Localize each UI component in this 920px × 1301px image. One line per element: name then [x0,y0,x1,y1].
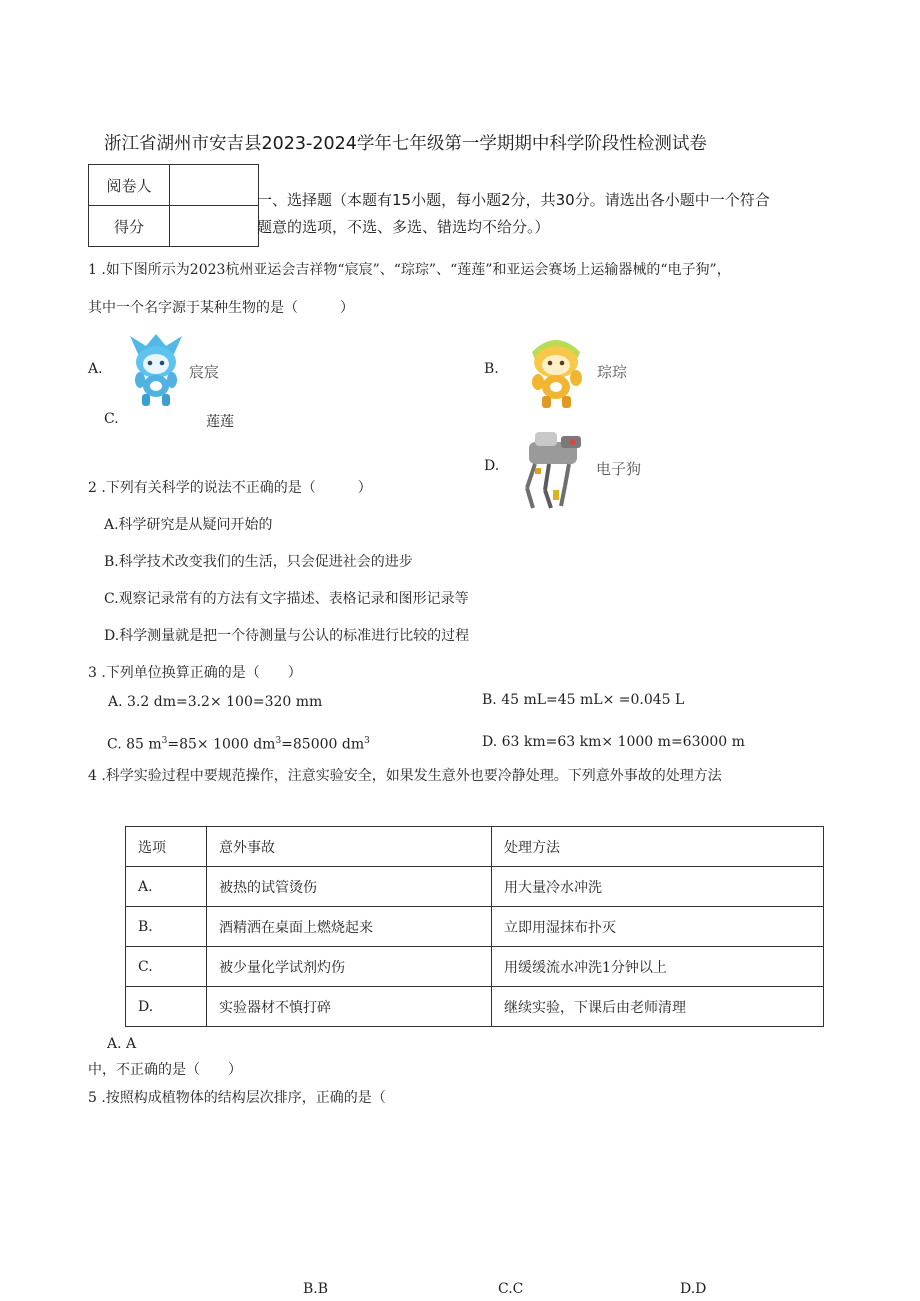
q3-option-a[interactable]: A. 3.2 dm=3.2× 100=320 mm [108,694,323,710]
q3-option-c-exp2: 3 [275,736,282,746]
reviewer-cell[interactable] [170,165,259,206]
table-cell: 酒精洒在桌面上燃烧起来 [207,907,492,947]
q1-option-a-name: 宸宸 [189,363,220,381]
table-cell: C. [126,947,207,987]
robot-dog-icon [515,428,591,512]
q2-option-d[interactable]: D.科学测量就是把一个待测量与公认的标准进行比较的过程 [104,628,470,644]
section-heading-line1: 一、选择题（本题有15小题，每小题2分，共30分。请选出各小题中一个符合 [257,191,770,209]
mascot-congcong-icon [520,332,592,410]
accident-table [125,826,824,1027]
table-cell: 用缓缓流水冲洗1分钟以上 [492,947,824,987]
q1-stem-line1: 1 .如下图所示为2023杭州亚运会吉祥物“宸宸”、“琮琮”、“莲莲”和亚运会赛场上运输器械的“电子狗”， [88,262,731,278]
score-cell[interactable] [170,206,259,247]
q4-option-a[interactable]: A. A [107,1036,137,1052]
q3-option-c-part1: C. 85 m [107,736,162,753]
score-table [88,164,259,247]
q1-stem-line2: 其中一个名字源于某种生物的是（ ） [88,300,354,316]
q1-option-a-letter[interactable]: A. [88,361,103,377]
table-row [126,947,824,987]
q5-stem: 5 .按照构成植物体的结构层次排序，正确的是（ [88,1090,386,1106]
table-cell: 被热的试管烫伤 [207,867,492,907]
table-cell: A. [126,867,207,907]
mascot-chenchen-icon [126,332,186,408]
q3-option-c-part2: =85× 1000 dm [167,736,276,753]
page-title: 浙江省湖州市安吉县2023-2024学年七年级第一学期期中科学阶段性检测试卷 [104,134,707,154]
table-header: 选项 [126,827,207,867]
q2-option-b[interactable]: B.科学技术改变我们的生活，只会促进社会的进步 [104,554,413,570]
q4-option-d[interactable]: D.D [680,1281,707,1297]
q1-option-b-letter[interactable]: B. [484,361,499,377]
section-heading-line2: 题意的选项，不选、多选、错选均不给分。） [257,218,550,236]
q4-stem: 4 .科学实验过程中要规范操作，注意实验安全，如果发生意外也要冷静处理。下列意外事故的处理方法 [88,768,722,784]
table-header-row [126,827,824,867]
q4-stem-tail: 中，不正确的是（ ） [88,1062,242,1078]
q3-option-c-part3: =85000 dm [281,736,365,753]
q3-option-d[interactable]: D. 63 km=63 km× 1000 m=63000 m [482,734,745,750]
q1-option-c-letter[interactable]: C. [104,411,119,427]
table-cell: 用大量冷水冲洗 [492,867,824,907]
table-cell: B. [126,907,207,947]
q2-stem: 2 .下列有关科学的说法不正确的是（ ） [88,480,372,496]
reviewer-label: 阅卷人 [89,165,170,206]
q3-option-c-exp3: 3 [364,736,370,746]
table-row [126,987,824,1027]
q2-option-c[interactable]: C.观察记录常有的方法有文字描述、表格记录和图形记录等 [104,591,469,607]
q3-option-b[interactable]: B. 45 mL=45 mL× =0.045 L [482,692,685,708]
table-row [126,867,824,907]
table-header: 意外事故 [207,827,492,867]
q3-option-c[interactable] [107,736,370,753]
table-cell: 实验器材不慎打碎 [207,987,492,1027]
q1-option-d-name: 电子狗 [596,460,642,478]
table-cell: 继续实验，下课后由老师清理 [492,987,824,1027]
table-cell: D. [126,987,207,1027]
q2-option-a[interactable]: A.科学研究是从疑问开始的 [104,517,273,533]
q3-stem: 3 .下列单位换算正确的是（ ） [88,665,302,681]
table-cell: 被少量化学试剂灼伤 [207,947,492,987]
q4-option-b[interactable]: B.B [303,1281,329,1297]
q1-option-c-name: 莲莲 [206,414,234,430]
score-label: 得分 [89,206,170,247]
table-header: 处理方法 [492,827,824,867]
table-cell: 立即用湿抹布扑灭 [492,907,824,947]
q4-option-c[interactable]: C.C [498,1281,524,1297]
q3-option-c-exp1: 3 [161,736,168,746]
q1-option-b-name: 琮琮 [597,363,628,381]
q1-option-d-letter[interactable]: D. [484,458,500,474]
table-row [126,907,824,947]
